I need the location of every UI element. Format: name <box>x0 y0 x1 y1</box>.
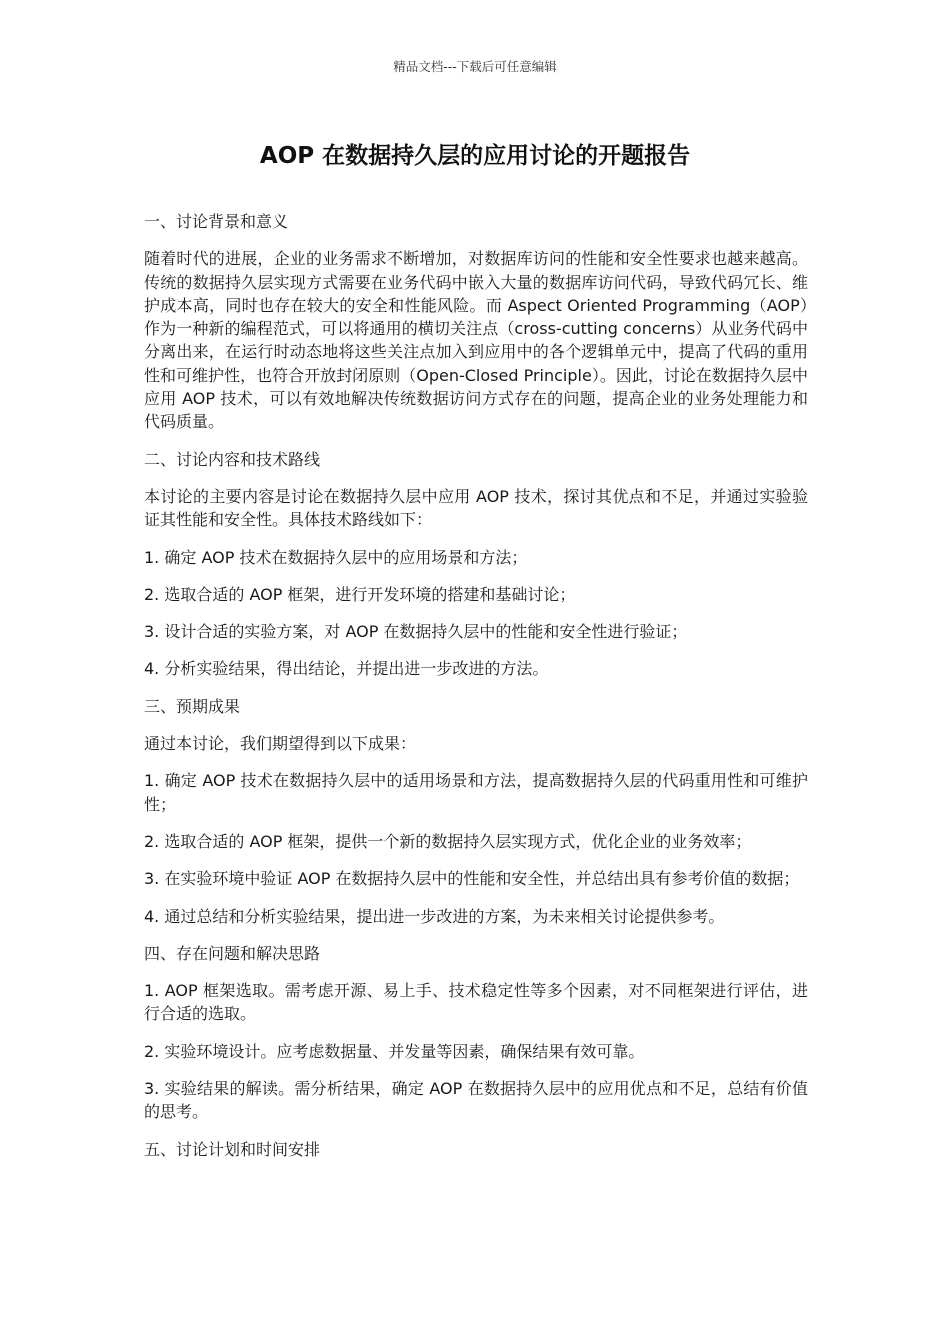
list-item: 4. 通过总结和分析实验结果，提出进一步改进的方案，为未来相关讨论提供参考。 <box>144 906 725 926</box>
list-item: 3. 在实验环境中验证 AOP 在数据持久层中的性能和安全性，并总结出具有参考价值的数据； <box>144 869 800 889</box>
section-heading-schedule: 五、讨论计划和时间安排 <box>144 1139 321 1159</box>
list-item: 3. 实验结果的解读。需分析结果，确定 AOP 在数据持久层中的应用优点和不足，总结有价值的思考。 <box>144 1079 808 1122</box>
document-body <box>144 210 808 1175</box>
section-heading-content: 二、讨论内容和技术路线 <box>144 449 321 469</box>
section-heading-background: 一、讨论背景和意义 <box>144 212 289 231</box>
list-item: 1. 确定 AOP 技术在数据持久层中的应用场景和方法； <box>144 547 528 567</box>
list-item: 2. 选取合适的 AOP 框架，进行开发环境的搭建和基础讨论； <box>144 584 576 604</box>
section-heading-problems: 四、存在问题和解决思路 <box>144 943 321 963</box>
list-item: 4. 分析实验结果，得出结论，并提出进一步改进的方法。 <box>144 659 549 679</box>
page-header: 精品文档---下载后可任意编辑 <box>393 59 557 74</box>
section-heading-results: 三、预期成果 <box>144 696 241 716</box>
list-item: 1. 确定 AOP 技术在数据持久层中的适用场景和方法，提高数据持久层的代码重用性和可维护性； <box>144 771 808 814</box>
list-item: 2. 实验环境设计。应考虑数据量、并发量等因素，确保结果有效可靠。 <box>144 1041 645 1061</box>
document-title: AOP 在数据持久层的应用讨论的开题报告 <box>259 143 691 169</box>
paragraph-results-intro: 通过本讨论，我们期望得到以下成果： <box>144 734 417 754</box>
list-item: 2. 选取合适的 AOP 框架，提供一个新的数据持久层实现方式，优化企业的业务效率； <box>144 831 752 851</box>
list-item: 3. 设计合适的实验方案，对 AOP 在数据持久层中的性能和安全性进行验证； <box>144 622 688 642</box>
list-item: 1. AOP 框架选取。需考虑开源、易上手、技术稳定性等多个因素，对不同框架进行评估，进行合适的选取。 <box>144 981 808 1024</box>
paragraph-content-intro: 本讨论的主要内容是讨论在数据持久层中应用 AOP 技术，探讨其优点和不足，并通过实验验证其性能和安全性。具体技术路线如下： <box>144 486 808 530</box>
paragraph-background: 随着时代的进展，企业的业务需求不断增加，对数据库访问的性能和安全性要求也越来越高。传统的数据持久层实现方式需要在业务代码中嵌入大量的数据库访问代码，导致代码冗长、维护成本高，同时也存在较大的安全和性能风险。而 Aspect Oriented Programming（AOP）作为一种新的编程范式，可以将通用的横切关注点（cross-cutting concerns）从业务代码中分离出来，在运行时动态地将这些关注点加入到应用中的各个逻辑单元中，提高了代码的重用性和可维护性，也符合开放封闭原则（Open-Closed Principle）。因此，讨论在数据持久层中应用 AOP 技术，可以有效地解决传统数据访问方式存在的问题，提高企业的业务处理能力和代码质量。 <box>144 249 808 432</box>
